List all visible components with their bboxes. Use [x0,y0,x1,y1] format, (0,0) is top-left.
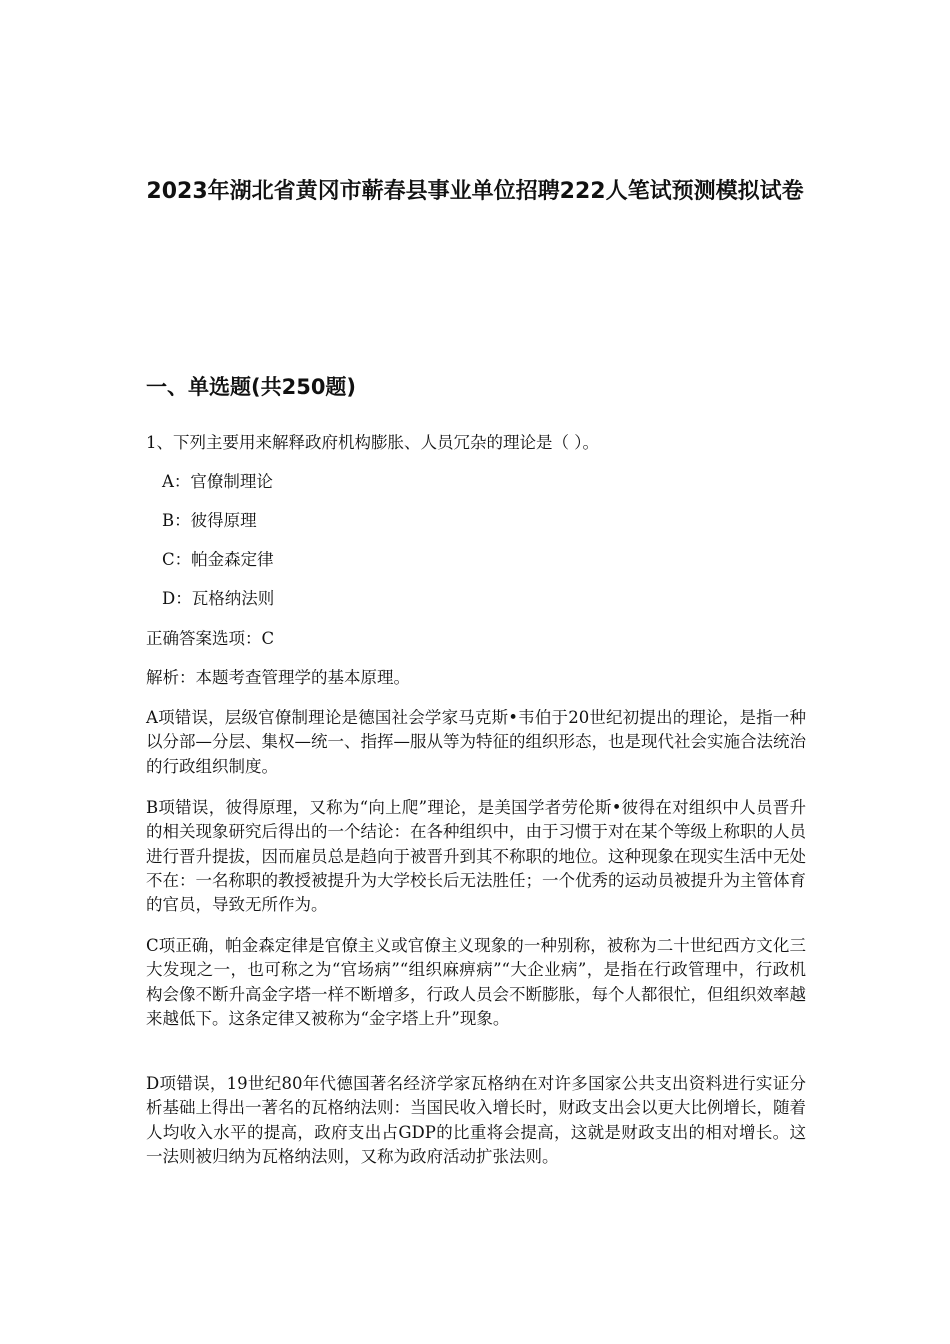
document-title: 2023年湖北省黄冈市蕲春县事业单位招聘222人笔试预测模拟试卷 [146,179,804,204]
explanation-a: A项错误，层级官僚制理论是德国社会学家马克斯•韦伯于20世纪初提出的理论，是指一种以分部—分层、集权—统一、指挥—服从等为特征的组织形态，也是现代社会实施合法统治的行政组织制度。 [146,708,806,776]
question-text: 1、下列主要用来解释政府机构膨胀、人员冗杂的理论是（ ）。 [146,433,599,452]
option-a: A：官僚制理论 [162,472,273,491]
option-list [162,468,274,624]
analysis-intro: 解析：本题考查管理学的基本原理。 [146,668,410,687]
explanation-c: C项正确，帕金森定律是官僚主义或官僚主义现象的一种别称，被称为二十世纪西方文化三大发现之一，也可称之为“官场病”“组织麻痹病”“大企业病”，是指在行政管理中，行政机构会像不断升高金字塔一样不断增多，行政人员会不断膨胀，每个人都很忙，但组织效率越来越低下。这条定律又被称为“金字塔上升”现象。 [146,936,806,1028]
option-b: B：彼得原理 [162,511,257,530]
section-heading: 一、单选题(共250题) [146,375,357,399]
option-d: D：瓦格纳法则 [162,589,275,608]
explanation-b: B项错误，彼得原理，又称为“向上爬”理论，是美国学者劳伦斯•彼得在对组织中人员晋升的相关现象研究后得出的一个结论：在各种组织中，由于习惯于对在某个等级上称职的人员进行晋升提拔，因而雇员总是趋向于被晋升到其不称职的地位。这种现象在现实生活中无处不在：一名称职的教授被提升为大学校长后无法胜任；一个优秀的运动员被提升为主管体育的官员，导致无所作为。 [146,798,806,915]
option-c: C：帕金森定律 [162,550,274,569]
correct-answer: 正确答案选项：C [146,629,275,648]
explanation-d: D项错误，19世纪80年代德国著名经济学家瓦格纳在对许多国家公共支出资料进行实证分析基础上得出一著名的瓦格纳法则：当国民收入增长时，财政支出会以更大比例增长，随着人均收入水平的提高，政府支出占GDP的比重将会提高，这就是财政支出的相对增长。这一法则被归纳为瓦格纳法则，又称为政府活动扩张法则。 [146,1074,806,1166]
